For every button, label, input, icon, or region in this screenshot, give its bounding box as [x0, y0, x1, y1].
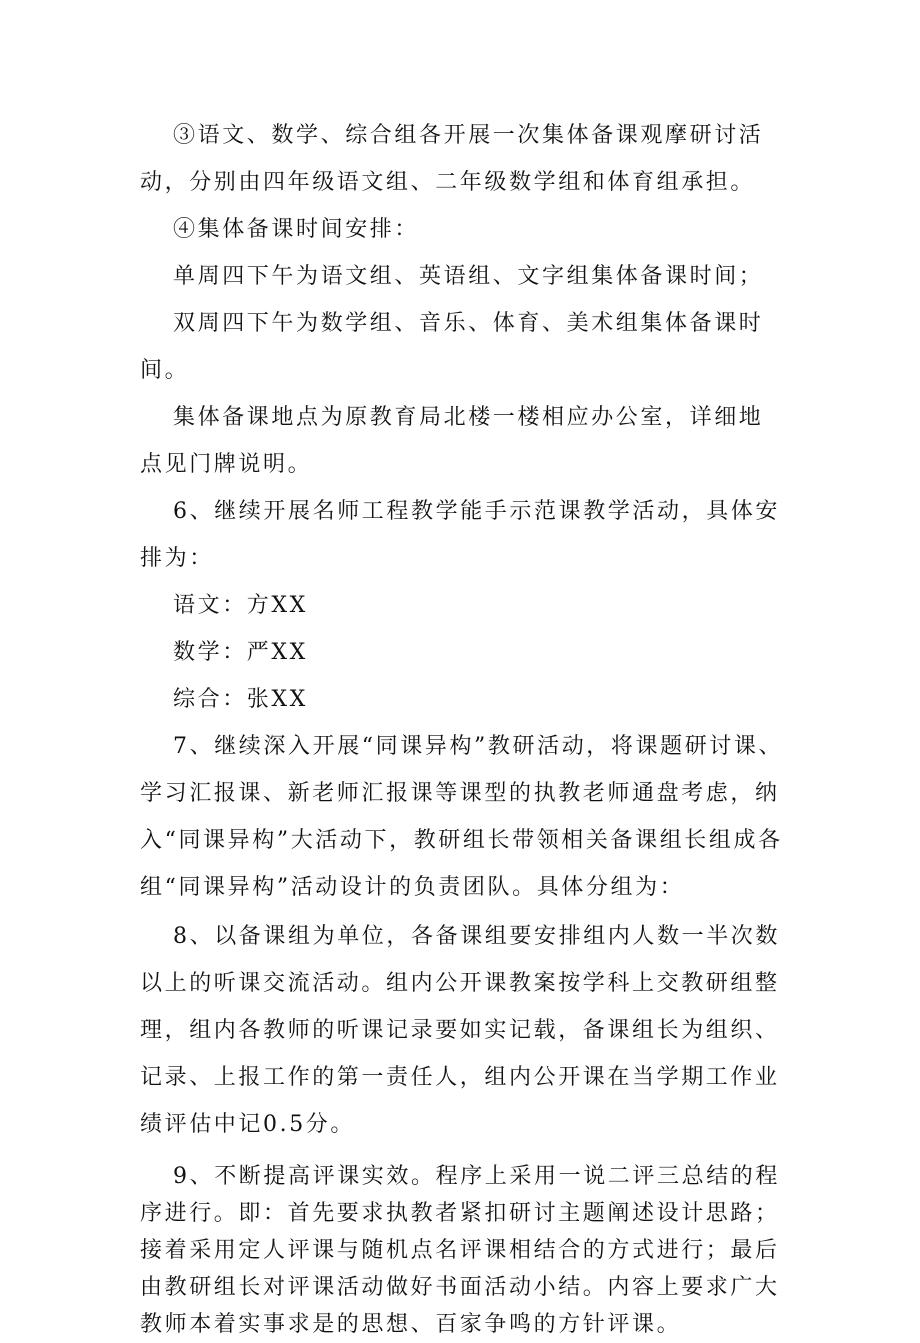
- paragraph-odd-week-schedule: 单周四下午为语文组、英语组、文字组集体备课时间；: [173, 264, 764, 289]
- paragraph-item-8: 8、以备课组为单位，各备课组要安排组内人数一半次数以上的听课交流活动。组内公开课教案按学科上交教研组整理，组内各教师的听课记录要如实记载，备课组长为组织、记录、上报工作的第一责任人，组内公开课在当学期工作业绩评估中记0.5分。: [140, 924, 780, 1137]
- paragraph-schedule-heading: ④集体备课时间安排：: [173, 217, 420, 242]
- paragraph-even-week-schedule: 双周四下午为数学组、音乐、体育、美术组集体备课时间。: [140, 311, 764, 383]
- teacher-chinese: 语文：方XX: [173, 593, 308, 618]
- paragraph-item-7: 7、继续深入开展“同课异构”教研活动，将课题研讨课、学习汇报课、新老师汇报课等课型的执教老师通盘考虑，纳入“同课异构”大活动下，教研组长带领相关备课组长组成各组“同课异构”活动设计的负责团队。具体分组为：: [140, 734, 784, 900]
- paragraph-collective-lesson-observation: ③语文、数学、综合组各开展一次集体备课观摩研讨活动，分别由四年级语文组、二年级数学组和体育组承担。: [140, 123, 764, 195]
- teacher-math: 数学：严XX: [173, 640, 308, 665]
- paragraph-item-6: 6、继续开展名师工程教学能手示范课教学活动，具体安排为：: [140, 499, 780, 571]
- teacher-comprehensive: 综合：张XX: [173, 687, 308, 712]
- paragraph-location: 集体备课地点为原教育局北楼一楼相应办公室，详细地点见门牌说明。: [140, 405, 764, 477]
- paragraph-item-9: 9、不断提高评课实效。程序上采用一说二评三总结的程序进行。即：首先要求执教者紧扣研讨主题阐述设计思路；接着采用定人评课与随机点名评课相结合的方式进行；最后由教研组长对评课活动做好书面活动小结。内容上要求广大教师本着实事求是的思想、百家争鸣的方针评课。: [140, 1164, 780, 1337]
